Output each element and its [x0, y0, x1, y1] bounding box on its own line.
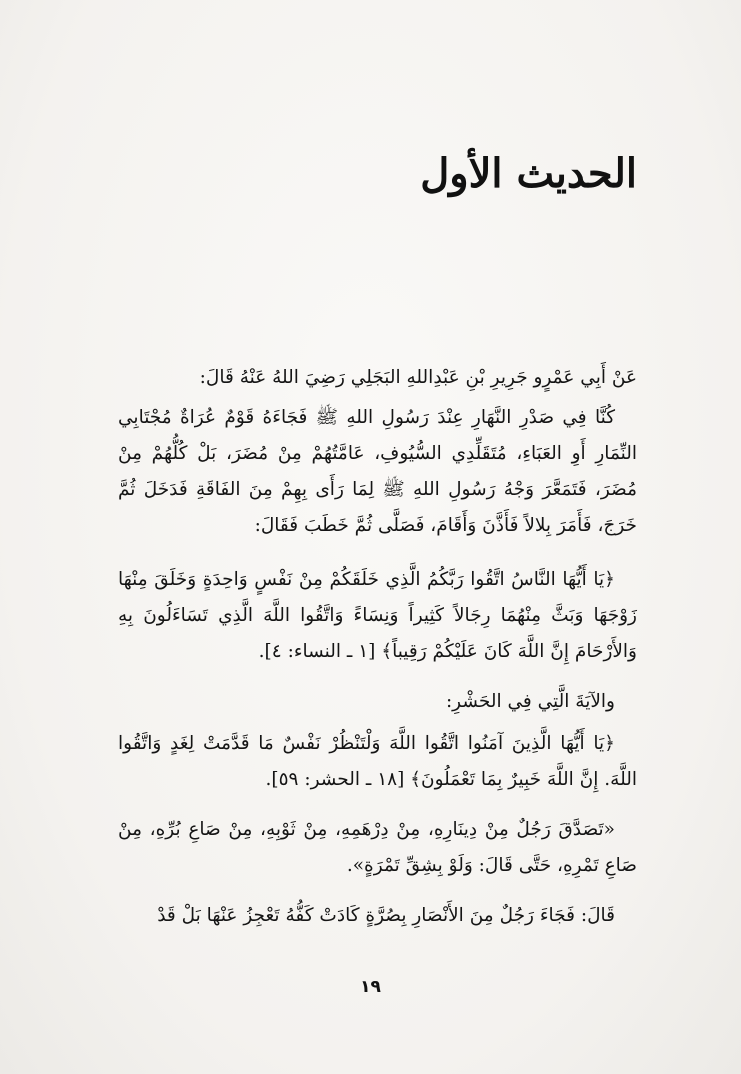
- paragraph-hadith: كُنَّا فِي صَدْرِ النَّهَارِ عِنْدَ رَسُولِ اللهِ ﷺ فَجَاءَهُ قَوْمٌ عُرَاةٌ مُجْتَابِي النِّمَارِ أَوِ العَبَاءِ، مُتَقَلِّدِي السُّيُوفِ، عَامَّتُهُمْ مِنْ مُضَرَ، بَلْ كُلُّهُمْ مِنْ مُضَرَ، فَتَمَعَّرَ وَجْهُ رَسُولِ اللهِ ﷺ لِمَا رَأَى بِهِمْ مِنَ الفَاقَةِ فَدَخَلَ ثُمَّ خَرَجَ، فَأَمَرَ بِلالاً فَأَذَّنَ وَأَقَامَ، فَصَلَّى ثُمَّ خَطَبَ فَقَالَ:: [118, 407, 637, 536]
- page-body: [118, 360, 637, 940]
- paragraph-narrator: عَنْ أَبِي عَمْرٍو جَرِيرِ بْنِ عَبْدِاللهِ البَجَلِي رَضِيَ اللهُ عَنْهُ قَالَ:: [199, 367, 637, 388]
- paragraph-verse-nisa: ﴿يَا أَيُّهَا النَّاسُ اتَّقُوا رَبَّكُمُ الَّذِي خَلَقَكُمْ مِنْ نَفْسٍ وَاحِدَةٍ وَخَلَقَ مِنْهَا زَوْجَهَا وَبَثَّ مِنْهُمَا رِجَالاً كَثِيراً وَنِسَاءً وَاتَّقُوا اللَّهَ الَّذِي تَسَاءَلُونَ بِهِ وَالأَرْحَامَ إِنَّ اللَّهَ كَانَ عَلَيْكُمْ رَقِيباً﴾ [١ ـ النساء: ٤].: [118, 569, 637, 662]
- chapter-title: الحديث الأول: [420, 150, 637, 197]
- paragraph-charity: «تَصَدَّقَ رَجُلٌ مِنْ دِينَارِهِ، مِنْ دِرْهَمِهِ، مِنْ ثَوْبِهِ، مِنْ صَاعِ بُرِّهِ، مِنْ صَاعِ تَمْرِهِ، حَتَّى قَالَ: وَلَوْ بِشِقِّ تَمْرَةٍ».: [118, 819, 637, 876]
- paragraph-verse-hashr: ﴿يَا أَيُّهَا الَّذِينَ آمَنُوا اتَّقُوا اللَّهَ وَلْتَنْظُرْ نَفْسٌ مَا قَدَّمَتْ لِغَدٍ وَاتَّقُوا اللَّهَ. إِنَّ اللَّهَ خَبِيرٌ بِمَا تَعْمَلُونَ﴾ [١٨ ـ الحشر: ٥٩].: [118, 733, 637, 790]
- paragraph-hashr-intro: والآيَةَ الَّتِي فِي الحَشْرِ:: [445, 691, 615, 712]
- paragraph-continuation: قَالَ: فَجَاءَ رَجُلٌ مِنَ الأَنْصَارِ بِصُرَّةٍ كَادَتْ كَفُّهُ تَعْجِزُ عَنْهَا بَلْ قَدْ: [157, 905, 615, 926]
- page-number: ١٩: [360, 977, 381, 997]
